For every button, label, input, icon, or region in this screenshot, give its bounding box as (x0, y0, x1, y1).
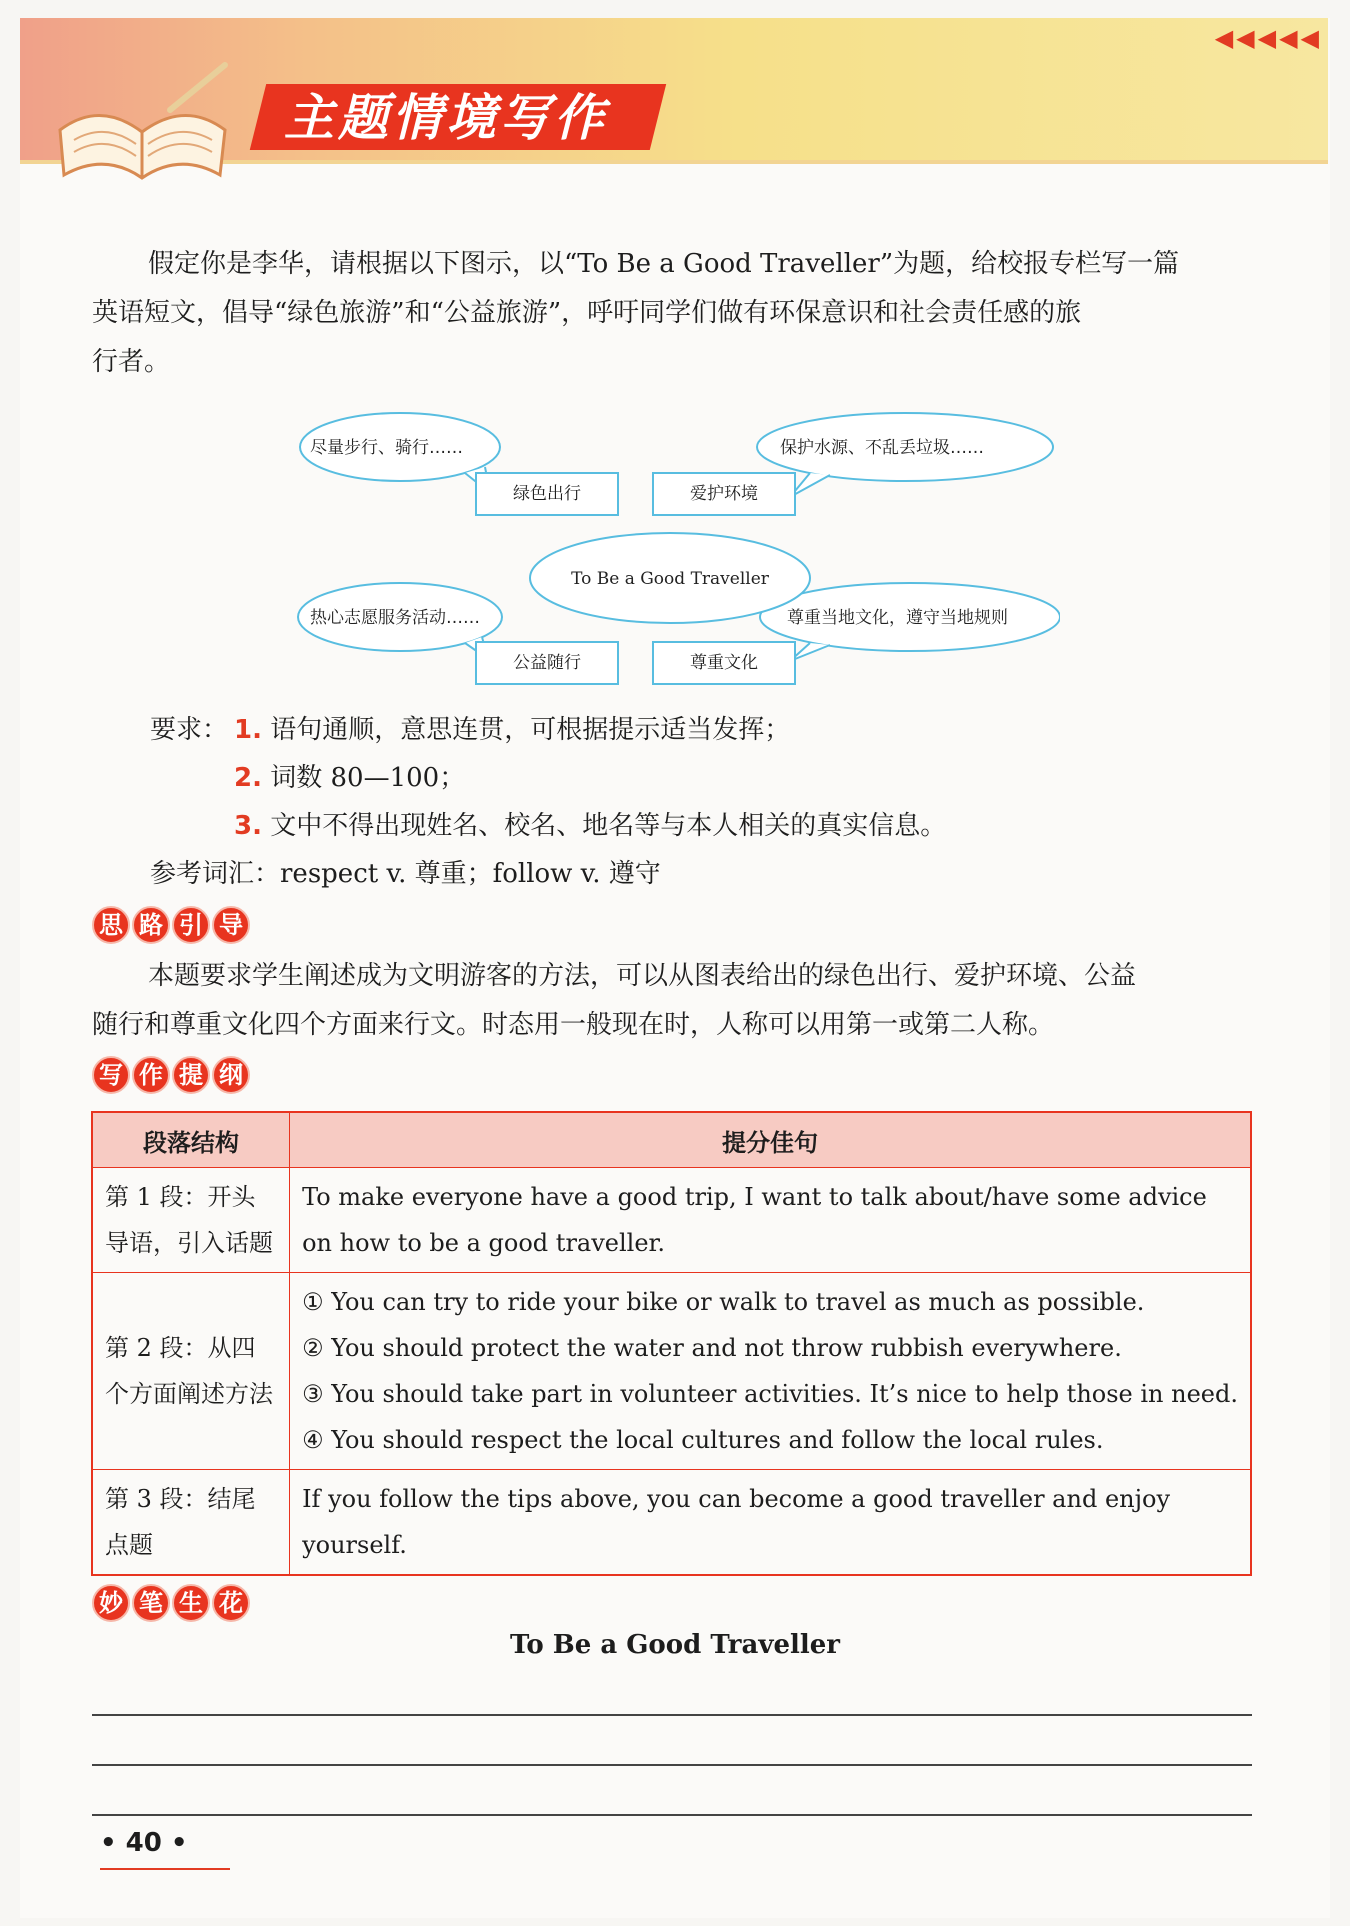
box-charity-travel: 公益随行 (475, 641, 619, 685)
bubble-text-2: 保护水源、不乱丢垃圾…… (780, 438, 984, 458)
sentence-2-1: ① You can try to ride your bike or walk to travel as much as possible. (302, 1288, 1145, 1316)
requirement-item-2: 2. 词数 80—100； (234, 763, 466, 793)
bubble-text-4: 尊重当地文化，遵守当地规则 (787, 608, 1008, 628)
header-sentences: 提分佳句 (290, 1112, 1251, 1168)
page-number: • 40 • (100, 1828, 188, 1858)
section-tag-writing: 妙 笔 生 花 (92, 1584, 250, 1622)
section-tag-guide: 思 路 引 导 (92, 906, 250, 944)
page-number-underline (100, 1868, 230, 1870)
guide-line-2: 随行和尊重文化四个方面来行文。时态用一般现在时，人称可以用第一或第二人称。 (92, 1010, 1055, 1040)
box-protect-env: 爱护环境 (652, 472, 796, 516)
header-structure: 段落结构 (92, 1112, 290, 1168)
outline-table (91, 1111, 1252, 1576)
writing-line-3[interactable] (92, 1814, 1252, 1816)
decorative-arrows-icon: ◀◀◀◀◀ (1214, 24, 1322, 52)
page-title: 主题情境写作 (284, 89, 608, 147)
sentence-2-2: ② You should protect the water and not throw rubbish everywhere. (302, 1334, 1122, 1362)
row-sentence-1: To make everyone have a good trip, I want to talk about/have some advice on how to be a good traveller. (290, 1168, 1251, 1273)
writing-line-1[interactable] (92, 1714, 1252, 1716)
open-book-icon (50, 60, 235, 190)
intro-line-1: 假定你是李华，请根据以下图示，以“To Be a Good Traveller”为题，给校报专栏写一篇 (148, 249, 1180, 279)
intro-paragraph (92, 240, 1252, 387)
table-row (92, 1470, 1251, 1576)
guide-paragraph (92, 952, 1252, 1050)
topic-diagram (290, 405, 1060, 695)
row-part-3: 第 3 段：结尾点题 (92, 1470, 290, 1576)
row-sentences-2 (290, 1273, 1251, 1470)
box-respect-culture: 尊重文化 (652, 641, 796, 685)
section-tag-outline: 写 作 提 纲 (92, 1056, 250, 1094)
table-row (92, 1273, 1251, 1470)
box-green-travel: 绿色出行 (475, 472, 619, 516)
intro-line-2: 英语短文，倡导“绿色旅游”和“公益旅游”，呼吁同学们做有环保意识和社会责任感的旅 (92, 298, 1082, 328)
guide-line-1: 本题要求学生阐述成为文明游客的方法，可以从图表给出的绿色出行、爱护环境、公益 (148, 961, 1137, 991)
diagram-center-text: To Be a Good Traveller (571, 569, 769, 589)
requirements-label: 要求： (150, 715, 229, 745)
row-part-2: 第 2 段：从四个方面阐述方法 (92, 1273, 290, 1470)
writing-line-2[interactable] (92, 1764, 1252, 1766)
table-header-row (92, 1112, 1251, 1168)
vocabulary-reference: 参考词汇：respect v. 尊重；follow v. 遵守 (150, 859, 661, 889)
intro-line-3: 行者。 (92, 347, 171, 377)
sentence-2-4: ④ You should respect the local cultures and follow the local rules. (302, 1426, 1104, 1454)
requirement-item-3: 3. 文中不得出现姓名、校名、地名等与本人相关的真实信息。 (234, 811, 947, 841)
requirement-item-1: 1. 语句通顺，意思连贯，可根据提示适当发挥； (234, 715, 791, 745)
essay-title: To Be a Good Traveller (510, 1630, 840, 1660)
row-sentence-3: If you follow the tips above, you can become a good traveller and enjoy yourself. (290, 1470, 1251, 1576)
table-row (92, 1168, 1251, 1273)
row-part-1: 第 1 段：开头导语，引入话题 (92, 1168, 290, 1273)
bubble-text-3: 热心志愿服务活动…… (310, 608, 480, 628)
bubble-text-1: 尽量步行、骑行…… (310, 438, 463, 458)
sentence-2-3: ③ You should take part in volunteer activities. It’s nice to help those in need. (302, 1380, 1238, 1408)
